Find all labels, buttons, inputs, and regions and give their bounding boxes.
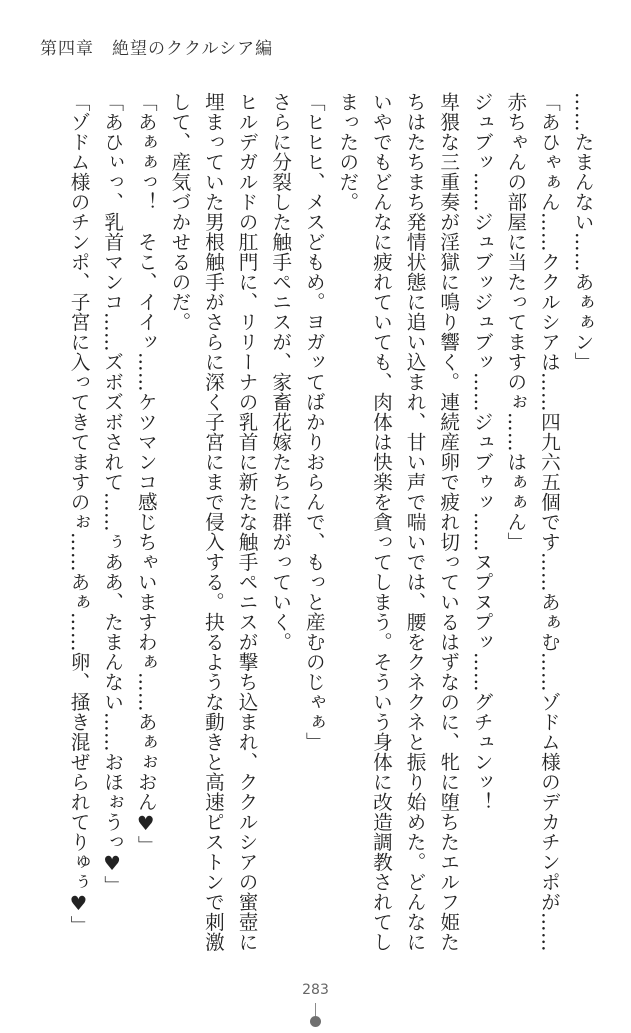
paragraph: 「ヒヒヒ、メスどもめ。ヨガッてばかりおらんで、もっと産むのじゃぁ」 <box>302 92 326 752</box>
paragraph: さらに分裂した触手ペニスが、家畜花嫁たちに群がっていく。 <box>268 92 292 652</box>
page-marker-dot <box>310 1016 321 1027</box>
page-number: 283 <box>302 982 329 998</box>
paragraph: 卑猥な三重奏が淫獄に鳴り響く。連続産卵で疲れ切っているはずなのに、牝に堕ちたエルフ姫たちはたちまち発情状態に追い込まれ、甘い声で喘いでは、腰をクネクネと振り始めた。どんなにいやでもどんなに疲れていても、肉体は快楽を貪ってしまう。そういう身体に改造調教されてしまったのだ。 <box>335 92 460 952</box>
paragraph: 「あひぃっ、乳首マンコ……ズボズボされて……ぅああ、たまんない……おほぉうっ♥」 <box>100 92 124 896</box>
chapter-title: 第四章 絶望のククルシア編 <box>40 39 274 59</box>
paragraph: 「あぁぁっ！ そこ、イイッ……ケツマンコ感じちゃいますわぁ……あぁぉおん♥」 <box>134 92 158 856</box>
vertical-text-block <box>39 92 599 952</box>
paragraph: 「ゾドム様のチンポ、子宮に入ってきてますのぉ……あぁ……卵、掻き混ぜられてりゅぅ♥」 <box>67 92 91 936</box>
paragraph: ジュブッ……ジュブッジュブッ……ジュブゥッ……ヌプヌプッ……グチュンッ！ <box>470 92 494 812</box>
paragraph: ……たまんない……あぁぁン」 <box>571 92 594 372</box>
paragraph: ヒルデガルドの肛門に、リリーナの乳首に新たな触手ペニスが撃ち込まれ、ククルシアの蜜壺に埋まっていた男根触手がさらに深く子宮にまで侵入する。抉るような動きと高速ピストンで刺激して、産気づかせるのだ。 <box>167 92 259 952</box>
paragraph: 「あひゃぁん……ククルシアは……四九六五個です……あぁむ……ゾドム様のデカチンポが……赤ちゃんの部屋に当たってますのぉ……はぁぁん」 <box>503 92 561 952</box>
